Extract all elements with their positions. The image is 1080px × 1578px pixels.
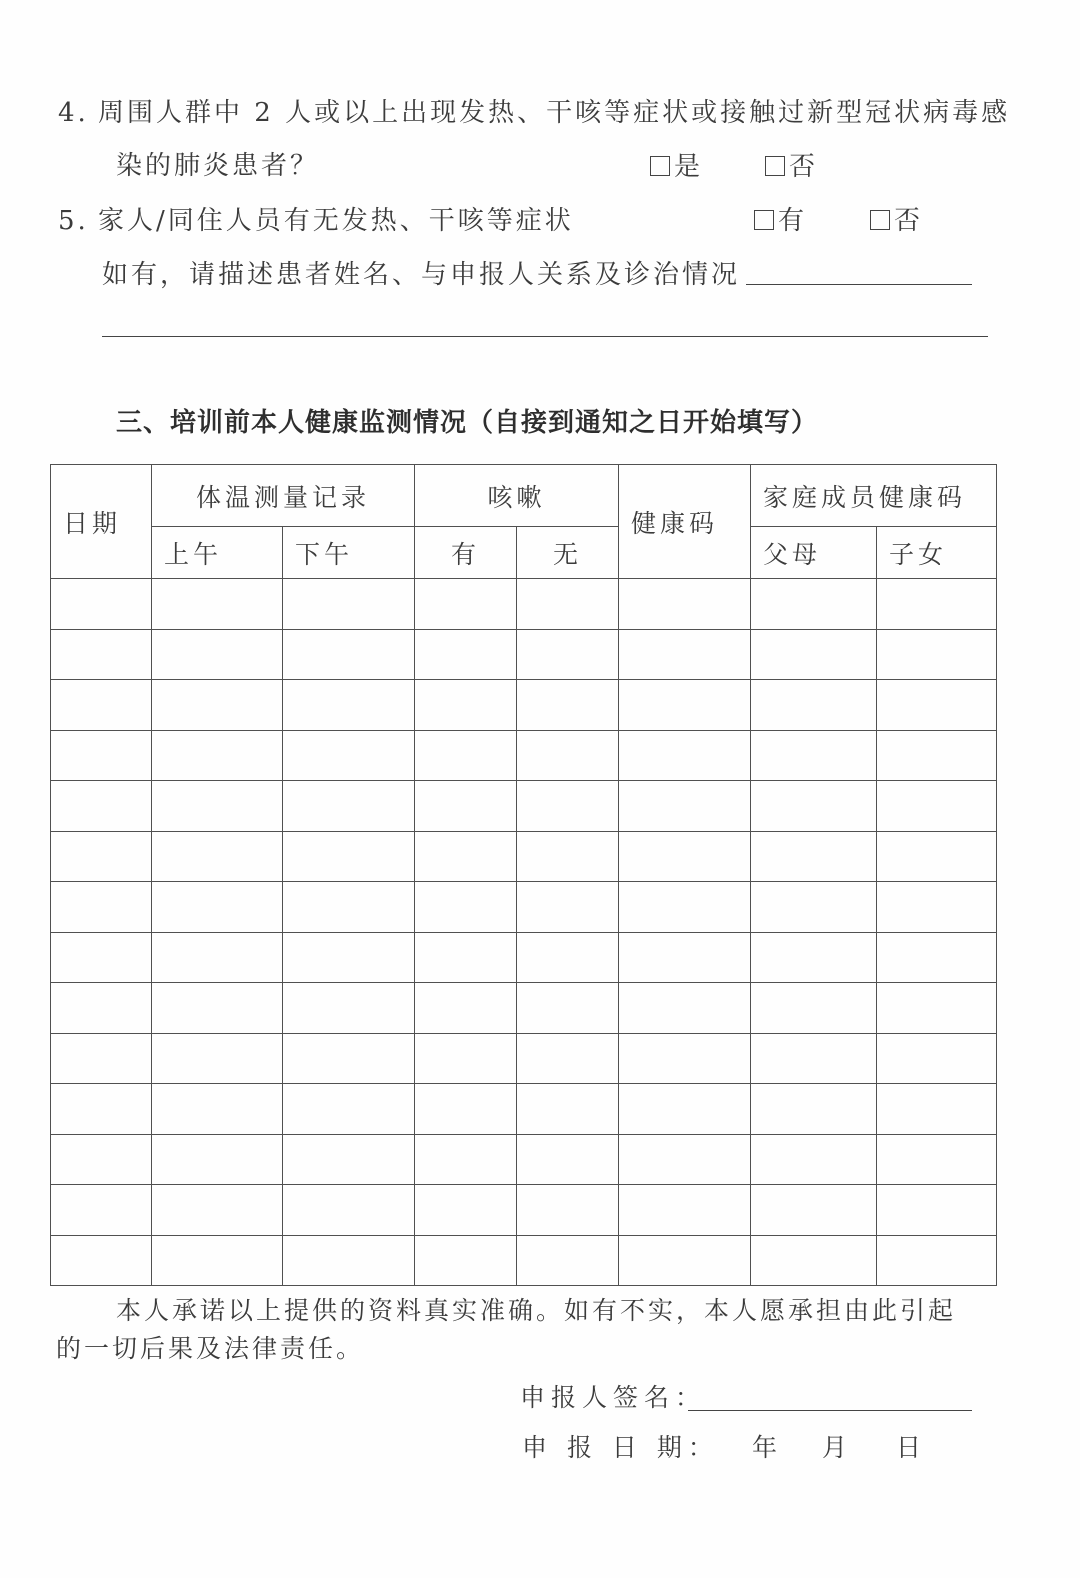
followup-answer-line-2[interactable] xyxy=(102,310,988,337)
table-cell[interactable] xyxy=(283,882,415,933)
table-cell[interactable] xyxy=(283,1185,415,1236)
table-row xyxy=(51,629,997,680)
table-cell[interactable] xyxy=(415,983,517,1034)
date-year-label: 年 xyxy=(752,1433,778,1462)
table-cell[interactable] xyxy=(152,1084,283,1135)
table-cell[interactable] xyxy=(152,730,283,781)
table-cell[interactable] xyxy=(877,579,997,630)
table-cell[interactable] xyxy=(517,730,619,781)
table-cell[interactable] xyxy=(619,1033,751,1084)
header-cough: 咳嗽 xyxy=(415,465,619,527)
header-family-code: 家庭成员健康码 xyxy=(751,465,997,527)
table-row xyxy=(51,932,997,983)
table-cell[interactable] xyxy=(517,882,619,933)
table-cell[interactable] xyxy=(517,932,619,983)
table-cell[interactable] xyxy=(877,781,997,832)
table-cell[interactable] xyxy=(283,730,415,781)
table-cell[interactable] xyxy=(751,831,877,882)
table-cell[interactable] xyxy=(517,629,619,680)
table-cell[interactable] xyxy=(751,932,877,983)
header-date: 日期 xyxy=(51,465,152,579)
table-cell[interactable] xyxy=(51,882,152,933)
table-cell[interactable] xyxy=(619,781,751,832)
table-cell[interactable] xyxy=(152,831,283,882)
table-cell[interactable] xyxy=(751,1235,877,1286)
signature-field[interactable] xyxy=(688,1382,972,1411)
table-row xyxy=(51,1084,997,1135)
table-row xyxy=(51,579,997,630)
checkbox-icon[interactable] xyxy=(870,210,890,230)
table-cell[interactable] xyxy=(152,983,283,1034)
table-body xyxy=(51,579,997,1286)
table-row xyxy=(51,680,997,731)
header-morning: 上午 xyxy=(152,527,283,579)
header-children: 子女 xyxy=(877,527,997,579)
question-4-option-yes[interactable] xyxy=(650,146,700,183)
table-cell[interactable] xyxy=(877,882,997,933)
question-5-number: 5. xyxy=(58,206,89,236)
table-cell[interactable] xyxy=(152,579,283,630)
table-cell[interactable] xyxy=(283,932,415,983)
table-row xyxy=(51,781,997,832)
table-cell[interactable] xyxy=(751,1185,877,1236)
table-cell[interactable] xyxy=(415,680,517,731)
table-cell[interactable] xyxy=(51,983,152,1034)
header-cough-yes: 有 xyxy=(415,527,517,579)
table-cell[interactable] xyxy=(751,629,877,680)
table-cell[interactable] xyxy=(619,1084,751,1135)
question-5-option-no[interactable] xyxy=(870,200,920,237)
table-cell[interactable] xyxy=(152,932,283,983)
table-cell[interactable] xyxy=(751,983,877,1034)
table-cell[interactable] xyxy=(619,882,751,933)
table-cell[interactable] xyxy=(877,680,997,731)
table-cell[interactable] xyxy=(51,680,152,731)
table-cell[interactable] xyxy=(517,1235,619,1286)
table-cell[interactable] xyxy=(415,932,517,983)
table-cell[interactable] xyxy=(51,629,152,680)
table-row xyxy=(51,730,997,781)
table-cell[interactable] xyxy=(152,1185,283,1236)
header-afternoon: 下午 xyxy=(283,527,415,579)
table-cell[interactable] xyxy=(51,579,152,630)
header-cough-no: 无 xyxy=(517,527,619,579)
table-row xyxy=(51,983,997,1034)
checkbox-icon[interactable] xyxy=(765,156,785,176)
table-cell[interactable] xyxy=(877,1235,997,1286)
followup-answer-line-1[interactable] xyxy=(746,258,972,285)
table-cell[interactable] xyxy=(751,1033,877,1084)
question-5-followup: 如有，请描述患者姓名、与申报人关系及诊治情况 xyxy=(102,260,741,290)
checkbox-icon[interactable] xyxy=(754,210,774,230)
option-label: 否 xyxy=(894,206,921,236)
table-cell[interactable] xyxy=(877,1134,997,1185)
table-row xyxy=(51,1235,997,1286)
table-cell[interactable] xyxy=(283,1033,415,1084)
table-cell[interactable] xyxy=(283,1134,415,1185)
table-cell[interactable] xyxy=(415,1235,517,1286)
table-cell[interactable] xyxy=(283,629,415,680)
table-cell[interactable] xyxy=(283,983,415,1034)
table-cell[interactable] xyxy=(415,579,517,630)
table-cell[interactable] xyxy=(51,1185,152,1236)
table-cell[interactable] xyxy=(751,781,877,832)
table-cell[interactable] xyxy=(877,983,997,1034)
section-title: 三、培训前本人健康监测情况（自接到通知之日开始填写） xyxy=(116,408,819,438)
table-cell[interactable] xyxy=(751,680,877,731)
header-parents: 父母 xyxy=(751,527,877,579)
table-cell[interactable] xyxy=(51,932,152,983)
table-row xyxy=(51,831,997,882)
table-cell[interactable] xyxy=(517,1134,619,1185)
table-cell[interactable] xyxy=(619,730,751,781)
table-cell[interactable] xyxy=(415,1084,517,1135)
table-cell[interactable] xyxy=(283,579,415,630)
table-cell[interactable] xyxy=(51,1235,152,1286)
table-cell[interactable] xyxy=(877,629,997,680)
table-cell[interactable] xyxy=(877,1084,997,1135)
table-cell[interactable] xyxy=(283,781,415,832)
table-cell[interactable] xyxy=(877,730,997,781)
table-row xyxy=(51,1134,997,1185)
table-cell[interactable] xyxy=(751,579,877,630)
question-4-option-no[interactable] xyxy=(765,146,815,183)
table-cell[interactable] xyxy=(152,882,283,933)
table-cell[interactable] xyxy=(877,1033,997,1084)
table-cell[interactable] xyxy=(619,983,751,1034)
table-cell[interactable] xyxy=(751,882,877,933)
table-cell[interactable] xyxy=(51,730,152,781)
table-cell[interactable] xyxy=(51,1134,152,1185)
table-cell[interactable] xyxy=(152,1033,283,1084)
question-4-number: 4. xyxy=(58,98,89,128)
table-cell[interactable] xyxy=(619,1185,751,1236)
table-cell[interactable] xyxy=(517,831,619,882)
table-cell[interactable] xyxy=(415,1134,517,1185)
question-5 xyxy=(58,200,574,237)
table-cell[interactable] xyxy=(415,730,517,781)
header-health-code: 健康码 xyxy=(619,465,751,579)
table-row xyxy=(51,1185,997,1236)
question-5-text: 家人/同住人员有无发热、干咳等症状 xyxy=(98,206,574,236)
table-cell[interactable] xyxy=(152,781,283,832)
table-cell[interactable] xyxy=(415,781,517,832)
table-cell[interactable] xyxy=(415,1033,517,1084)
table-cell[interactable] xyxy=(415,831,517,882)
table-cell[interactable] xyxy=(619,1235,751,1286)
date-month-label: 月 xyxy=(822,1433,848,1462)
question-4-text: 周围人群中 2 人或以上出现发热、干咳等症状或接触过新型冠状病毒感 xyxy=(98,98,1011,128)
table-cell[interactable] xyxy=(51,781,152,832)
table-cell[interactable] xyxy=(619,831,751,882)
table-cell[interactable] xyxy=(619,629,751,680)
table-cell[interactable] xyxy=(51,1084,152,1135)
table-cell[interactable] xyxy=(517,983,619,1034)
option-label: 否 xyxy=(789,152,816,182)
table-cell[interactable] xyxy=(877,1185,997,1236)
table-cell[interactable] xyxy=(619,680,751,731)
date-day-label: 日 xyxy=(896,1433,922,1462)
table-cell[interactable] xyxy=(751,1084,877,1135)
table-cell[interactable] xyxy=(283,1084,415,1135)
table-cell[interactable] xyxy=(517,781,619,832)
checkbox-icon[interactable] xyxy=(650,156,670,176)
table-cell[interactable] xyxy=(415,629,517,680)
header-temperature: 体温测量记录 xyxy=(152,465,415,527)
table-cell[interactable] xyxy=(751,730,877,781)
table-cell[interactable] xyxy=(517,1084,619,1135)
table-cell[interactable] xyxy=(517,579,619,630)
table-row xyxy=(51,1033,997,1084)
signature-label: 申报人签名： xyxy=(520,1383,707,1412)
table-cell[interactable] xyxy=(877,831,997,882)
table-cell[interactable] xyxy=(152,629,283,680)
question-4 xyxy=(58,92,1010,129)
table-cell[interactable] xyxy=(415,882,517,933)
table-cell[interactable] xyxy=(283,1235,415,1286)
table-cell[interactable] xyxy=(619,579,751,630)
option-label: 有 xyxy=(778,206,805,236)
question-4-text-cont: 染的肺炎患者？ xyxy=(116,151,320,181)
table-cell[interactable] xyxy=(517,1033,619,1084)
pledge-text: 本人承诺以上提供的资料真实准确。如有不实，本人愿承担由此引起的一切后果及法律责任。 xyxy=(56,1296,957,1363)
date-label: 申 报 日 期： xyxy=(522,1433,719,1462)
option-label: 是 xyxy=(674,152,701,182)
table-cell[interactable] xyxy=(283,680,415,731)
table-cell[interactable] xyxy=(51,1033,152,1084)
table-cell[interactable] xyxy=(517,680,619,731)
table-cell[interactable] xyxy=(283,831,415,882)
table-cell[interactable] xyxy=(415,1185,517,1236)
question-5-option-yes[interactable] xyxy=(754,200,804,237)
table-cell[interactable] xyxy=(152,1134,283,1185)
table-cell[interactable] xyxy=(751,1134,877,1185)
table-cell[interactable] xyxy=(619,1134,751,1185)
table-row xyxy=(51,882,997,933)
table-cell[interactable] xyxy=(619,932,751,983)
table-cell[interactable] xyxy=(517,1185,619,1236)
health-monitoring-table xyxy=(50,464,997,1286)
table-cell[interactable] xyxy=(152,680,283,731)
table-cell[interactable] xyxy=(877,932,997,983)
table-cell[interactable] xyxy=(152,1235,283,1286)
table-cell[interactable] xyxy=(51,831,152,882)
